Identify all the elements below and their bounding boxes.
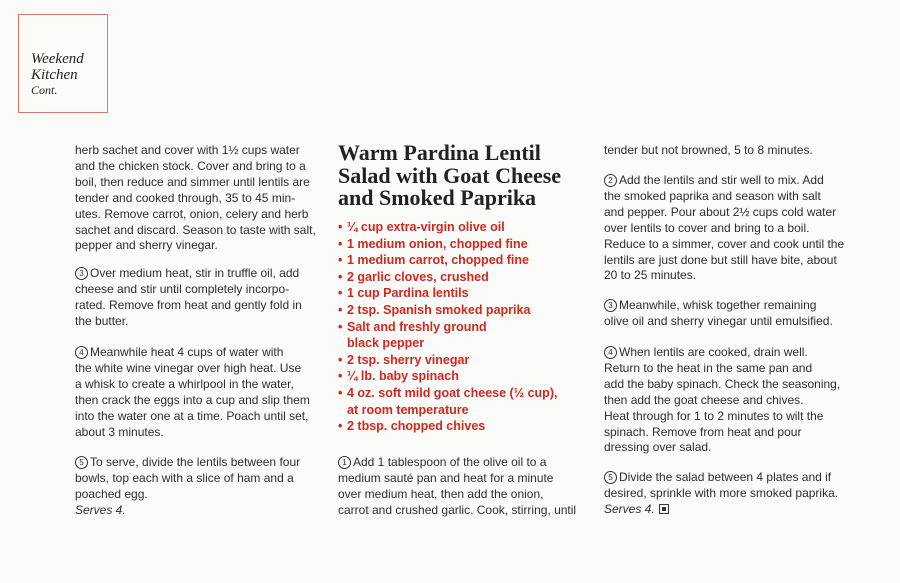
text-line: When lentils are cooked, drain well. xyxy=(619,345,808,359)
text-line: poached egg. xyxy=(75,486,148,501)
text-line: then crack the eggs into a cup and slip them xyxy=(75,392,310,407)
text-line: lentils are just done but still have bite, about xyxy=(604,252,837,267)
col1-step-5 xyxy=(75,455,325,519)
step-number-badge: 4 xyxy=(75,346,88,359)
ingredient-item: • 1 cup Pardina lentils xyxy=(338,285,557,302)
ingredient-item: • 2 garlic cloves, crushed xyxy=(338,269,557,286)
col3-step-5 xyxy=(604,470,854,518)
text-line: dressing over salad. xyxy=(604,440,712,455)
text-line: sachet and discard. Season to taste with salt, xyxy=(75,222,316,237)
step-number-badge: 4 xyxy=(604,346,617,359)
col3-continued xyxy=(604,143,854,159)
col1-paragraph-1 xyxy=(75,143,325,254)
serves-note: Serves 4. xyxy=(75,502,126,517)
text-line: the butter. xyxy=(75,313,129,328)
title-line: Warm Pardina Lentil xyxy=(338,140,541,165)
text-line: Add the lentils and stir well to mix. Add xyxy=(619,173,824,187)
ingredient-item: • 1 medium carrot, chopped fine xyxy=(338,252,557,269)
text-line: Meanwhile, whisk together remaining xyxy=(619,298,817,312)
text-line: cheese and stir until completely incorpo- xyxy=(75,281,290,296)
title-line: Salad with Goat Cheese xyxy=(338,162,562,188)
step-number-badge: 3 xyxy=(604,299,617,312)
text-line: Add 1 tablespoon of the olive oil to a xyxy=(353,455,547,469)
text-line: Divide the salad between 4 plates and if xyxy=(619,470,832,484)
col3-step-3 xyxy=(604,298,854,330)
text-line: boil, then reduce and simmer until lentils are xyxy=(75,174,310,189)
text-line: and pepper. Pour about 2½ cups cold water xyxy=(604,204,837,219)
text-line: Meanwhile heat 4 cups of water with xyxy=(90,345,284,359)
ingredient-item: • Salt and freshly ground black pepper xyxy=(338,319,557,352)
text-line: olive oil and sherry vinegar until emulsified. xyxy=(604,313,833,328)
section-label-cont: Cont. xyxy=(31,83,58,97)
ingredient-item: • 4 oz. soft mild goat cheese (½ cup), at room temperature xyxy=(338,385,557,418)
col2-step-1 xyxy=(338,455,588,519)
recipe-title xyxy=(338,142,588,210)
text-line: utes. Remove carrot, onion, celery and herb xyxy=(75,206,309,221)
text-line: the white wine vinegar over high heat. Use xyxy=(75,360,302,375)
text-line: desired, sprinkle with more smoked paprika. xyxy=(604,485,839,500)
section-label-line1: Weekend xyxy=(31,51,84,67)
col3-step-2 xyxy=(604,173,854,284)
serves-note: Serves 4. xyxy=(604,501,655,516)
ingredient-item: • 2 tsp. sherry vinegar xyxy=(338,352,557,369)
section-label-box xyxy=(18,14,108,113)
text-line: about 3 minutes. xyxy=(75,424,164,439)
text-line: over lentils to cover and bring to a boil. xyxy=(604,220,810,235)
text-line: To serve, divide the lentils between four xyxy=(90,455,301,469)
text-line: bowls, top each with a slice of ham and a xyxy=(75,470,294,485)
text-line: Heat through for 1 to 2 minutes to wilt the xyxy=(604,408,824,423)
text-line: Over medium heat, stir in truffle oil, add xyxy=(90,266,300,280)
step-number-badge: 5 xyxy=(604,471,617,484)
text-line: over medium heat, then add the onion, xyxy=(338,486,544,501)
ingredient-list xyxy=(338,219,557,435)
end-of-article-icon xyxy=(659,504,669,514)
text-line: a whisk to create a whirlpool in the water, xyxy=(75,376,294,391)
text-line: medium sauté pan and heat for a minute xyxy=(338,470,554,485)
text-line: into the water one at a time. Poach until set, xyxy=(75,408,309,423)
ingredient-item: • ¼ cup extra-virgin olive oil xyxy=(338,219,557,236)
text-line: carrot and crushed garlic. Cook, stirring, until xyxy=(338,502,577,517)
text-line: pepper and sherry vinegar. xyxy=(75,238,218,253)
ingredient-item: • ¼ lb. baby spinach xyxy=(338,368,557,385)
step-number-badge: 5 xyxy=(75,456,88,469)
step-number-badge: 3 xyxy=(75,267,88,280)
text-line: tender but not browned, 5 to 8 minutes. xyxy=(604,143,813,157)
title-line: and Smoked Paprika xyxy=(338,185,537,210)
text-line: tender and cooked through, 35 to 45 min- xyxy=(75,190,296,205)
text-line: the smoked paprika and season with salt xyxy=(604,188,821,203)
step-number-badge: 1 xyxy=(338,456,351,469)
col1-step-4 xyxy=(75,345,325,440)
ingredient-item: • 1 medium onion, chopped fine xyxy=(338,236,557,253)
text-line: Reduce to a simmer, cover and cook until the xyxy=(604,236,845,251)
text-line: and the chicken stock. Cover and bring to a xyxy=(75,158,306,173)
col3-step-4 xyxy=(604,345,854,456)
text-line: then add the goat cheese and chives. xyxy=(604,392,804,407)
text-line: Return to the heat in the same pan and xyxy=(604,360,813,375)
ingredient-item: • 2 tsp. Spanish smoked paprika xyxy=(338,302,557,319)
text-line: 20 to 25 minutes. xyxy=(604,268,697,283)
section-label-line2: Kitchen xyxy=(31,67,78,83)
text-line: herb sachet and cover with 1½ cups water xyxy=(75,143,300,157)
text-line: spinach. Remove from heat and pour xyxy=(604,424,802,439)
text-line: add the baby spinach. Check the seasoning, xyxy=(604,376,841,391)
step-number-badge: 2 xyxy=(604,174,617,187)
col1-step-3 xyxy=(75,266,325,330)
text-line: rated. Remove from heat and gently fold in xyxy=(75,297,302,312)
ingredient-item: • 2 tbsp. chopped chives xyxy=(338,418,557,435)
